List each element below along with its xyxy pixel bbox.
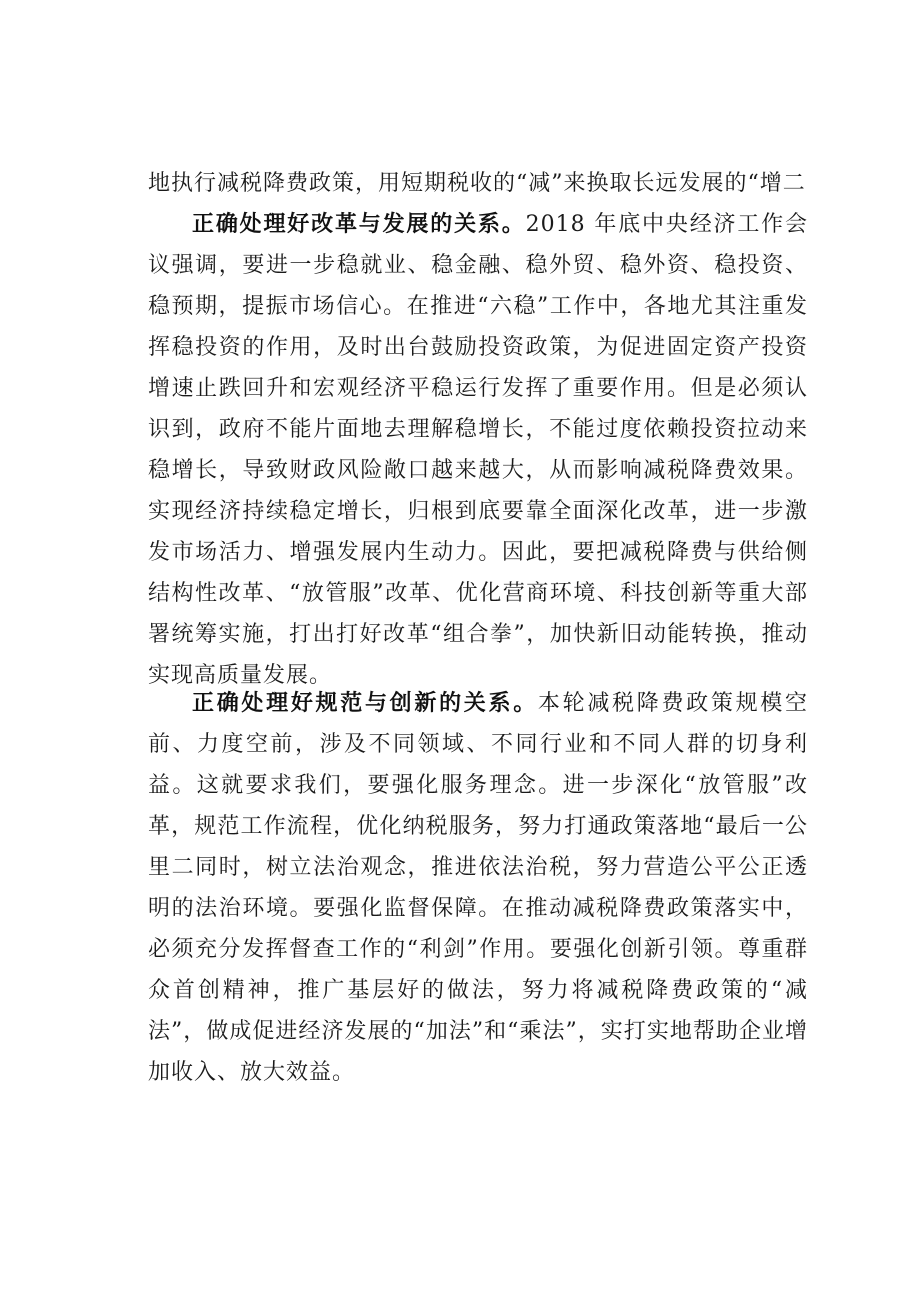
paragraph-body: 本轮减税降费政策规模空前、力度空前，涉及不同领域、不同行业和不同人群的切身利益。这就要求我们，要强化服务理念。进一步深化“放管服”改革，规范工作流程，优化纳税服务，努力打通政策落地“最后一公里二同时，树立法治观念，推进依法治税，努力营造公平公正透明的法治环境。要强化监督保障。在推动减税降费政策落实中，必须充分发挥督查工作的“利剑”作用。要强化创新引领。尊重群众首创精神，推广基层好的做法，努力将减税降费政策的“减法”，做成促进经济发展的“加法”和“乘法”，实打实地帮助企业增加收入、放大效益。 (148, 691, 808, 1085)
paragraph-reform-development (148, 204, 808, 696)
paragraph-body: 2018 年底中央经济工作会议强调，要进一步稳就业、稳金融、稳外贸、稳外资、稳投资、稳预期，提振市场信心。在推进“六稳”工作中，各地尤其注重发挥稳投资的作用，及时出台鼓励投资政策，为促进固定资产投资增速止跌回升和宏观经济平稳运行发挥了重要作用。但是必须认识到，政府不能片面地去理解稳增长，不能过度依赖投资拉动来稳增长，导致财政风险敞口越来越大，从而影响减税降费效果。实现经济持续稳定增长，归根到底要靠全面深化改革，进一步激发市场活力、增强发展内生动力。因此，要把减税降费与供给侧结构性改革、“放管服”改革、优化营商环境、科技创新等重大部署统筹实施，打出打好改革“组合拳”，加快新旧动能转换，推动实现高质量发展。 (148, 212, 808, 688)
paragraph-text (148, 204, 808, 696)
paragraph-regulation-innovation (148, 683, 808, 1093)
paragraph-text (148, 683, 808, 1093)
paragraph-heading: 正确处理好改革与发展的关系。 (192, 212, 526, 237)
paragraph-heading: 正确处理好规范与创新的关系。 (192, 691, 538, 716)
continued-text-line: 地执行减税降费政策，用短期税收的“减”来换取长远发展的“增二 (148, 171, 806, 196)
